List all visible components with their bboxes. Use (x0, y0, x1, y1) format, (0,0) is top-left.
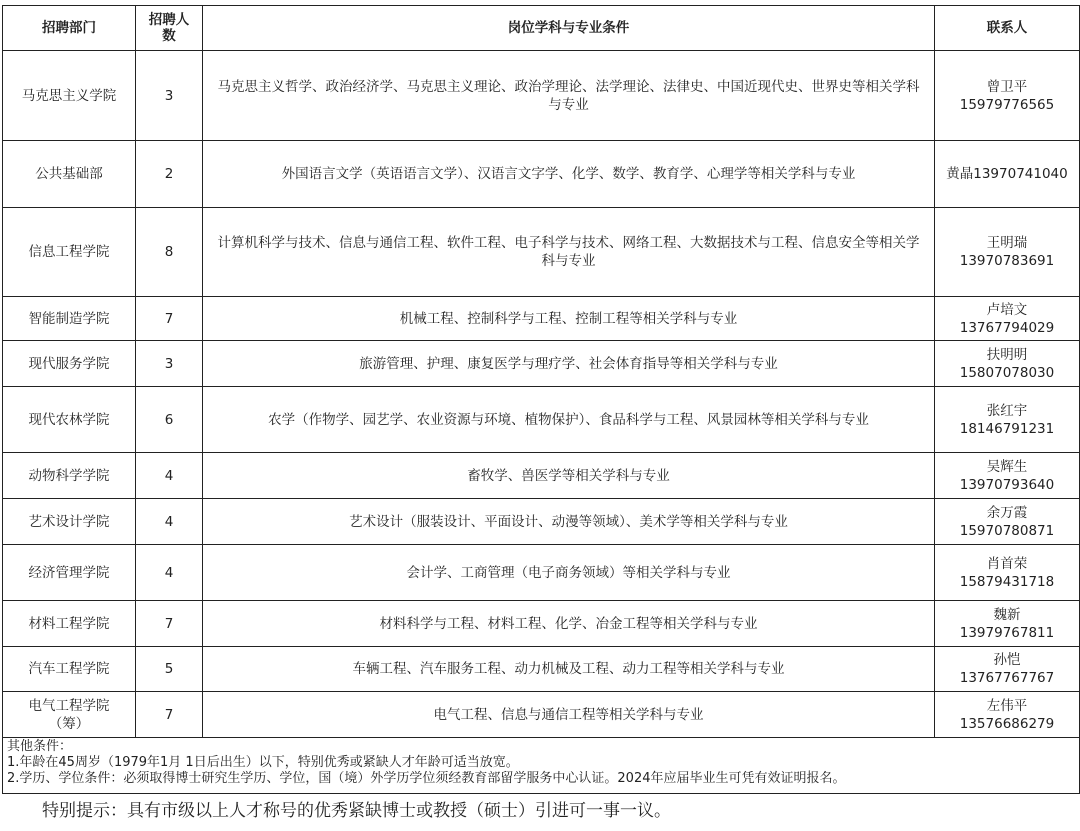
requirements-cell: 机械工程、控制科学与工程、控制工程等相关学科与专业 (203, 297, 935, 341)
requirements-cell: 马克思主义哲学、政治经济学、马克思主义理论、政治学理论、法学理论、法律史、中国近现代史、世界史等相关学科与专业 (203, 51, 935, 141)
other-conditions-row (3, 738, 1080, 794)
count-cell: 6 (136, 387, 203, 453)
dept-cell: 智能制造学院 (3, 297, 136, 341)
contact-phone: 13970741040 (973, 166, 1068, 182)
contact-cell (935, 453, 1080, 499)
contact-name: 魏新 (993, 606, 1021, 623)
table-row (3, 141, 1080, 208)
table-row (3, 545, 1080, 601)
contact-phone: 13970793640 (959, 476, 1055, 493)
contact-cell (935, 647, 1080, 692)
requirements-cell: 艺术设计（服装设计、平面设计、动漫等领域）、美术学等相关学科与专业 (203, 499, 935, 545)
table-row (3, 387, 1080, 453)
requirements-cell: 会计学、工商管理（电子商务领域）等相关学科与专业 (203, 545, 935, 601)
contact-phone: 18146791231 (959, 420, 1055, 437)
condition-item-1: 1.年龄在45周岁（1979年1月 1日后出生）以下，特别优秀或紧缺人才年龄可适当放宽。 (7, 755, 519, 770)
contact-cell (935, 341, 1080, 387)
dept-cell: 现代服务学院 (3, 341, 136, 387)
count-cell: 3 (136, 341, 203, 387)
dept-cell: 现代农林学院 (3, 387, 136, 453)
contact-cell (935, 692, 1080, 738)
count-cell: 2 (136, 141, 203, 208)
contact-phone: 15979776565 (959, 96, 1055, 113)
table-row (3, 647, 1080, 692)
dept-cell: 汽车工程学院 (3, 647, 136, 692)
table-row (3, 51, 1080, 141)
contact-phone: 13767794029 (959, 319, 1055, 336)
requirements-cell: 车辆工程、汽车服务工程、动力机械及工程、动力工程等相关学科与专业 (203, 647, 935, 692)
contact-phone: 13767767767 (959, 670, 1055, 686)
header-dept: 招聘部门 (3, 6, 136, 51)
table-row (3, 208, 1080, 297)
other-conditions (3, 738, 1080, 794)
contact-name: 左伟平 (986, 697, 1028, 714)
requirements-cell: 电气工程、信息与通信工程等相关学科与专业 (203, 692, 935, 738)
dept-cell: 艺术设计学院 (3, 499, 136, 545)
count-cell: 4 (136, 545, 203, 601)
contact-name: 卢培文 (986, 301, 1028, 318)
contact-cell (935, 499, 1080, 545)
dept-cell: 材料工程学院 (3, 601, 136, 647)
dept-cell: 电气工程学院（筹） (3, 692, 136, 738)
header-row (3, 6, 1080, 51)
header-count: 招聘人数 (136, 6, 203, 51)
contact-name: 曾卫平 (986, 78, 1028, 95)
requirements-cell: 外国语言文学（英语语言文学）、汉语言文字学、化学、数学、教育学、心理学等相关学科与专业 (203, 141, 935, 208)
contact-cell (935, 387, 1080, 453)
contact-phone: 13979767811 (959, 624, 1055, 641)
contact-phone: 15970780871 (959, 522, 1055, 539)
count-cell: 7 (136, 692, 203, 738)
contact-name: 黄晶 (946, 166, 974, 182)
table-row (3, 499, 1080, 545)
contact-phone: 15879431718 (959, 573, 1055, 590)
count-cell: 7 (136, 297, 203, 341)
contact-name: 王明瑞 (986, 235, 1028, 251)
count-cell: 4 (136, 499, 203, 545)
contact-name: 吴辉生 (986, 458, 1028, 475)
table-row (3, 601, 1080, 647)
table-row (3, 453, 1080, 499)
contact-name: 肖首荣 (986, 555, 1028, 572)
contact-phone: 15807078030 (959, 364, 1055, 381)
recruitment-table (2, 5, 1080, 794)
count-cell: 8 (136, 208, 203, 297)
dept-cell: 马克思主义学院 (3, 51, 136, 141)
count-cell: 4 (136, 453, 203, 499)
contact-phone: 13576686279 (959, 715, 1055, 732)
other-conditions-title: 其他条件： (7, 739, 73, 754)
contact-cell (935, 51, 1080, 141)
contact-cell (935, 297, 1080, 341)
contact-name: 扶明明 (986, 346, 1028, 363)
contact-cell (935, 141, 1080, 208)
dept-cell: 公共基础部 (3, 141, 136, 208)
dept-cell: 信息工程学院 (3, 208, 136, 297)
contact-cell (935, 208, 1080, 297)
requirements-cell: 农学（作物学、园艺学、农业资源与环境、植物保护）、食品科学与工程、风景园林等相关学科与专业 (203, 387, 935, 453)
count-cell: 5 (136, 647, 203, 692)
requirements-cell: 畜牧学、兽医学等相关学科与专业 (203, 453, 935, 499)
requirements-cell: 计算机科学与技术、信息与通信工程、软件工程、电子科学与技术、网络工程、大数据技术与工程、信息安全等相关学科与专业 (203, 208, 935, 297)
contact-phone: 13970783691 (959, 253, 1055, 269)
contact-name: 孙恺 (993, 652, 1021, 668)
contact-name: 张红宇 (986, 402, 1028, 419)
requirements-cell: 旅游管理、护理、康复医学与理疗学、社会体育指导等相关学科与专业 (203, 341, 935, 387)
contact-cell (935, 601, 1080, 647)
contact-cell (935, 545, 1080, 601)
table-row (3, 692, 1080, 738)
requirements-cell: 材料科学与工程、材料工程、化学、冶金工程等相关学科与专业 (203, 601, 935, 647)
count-cell: 3 (136, 51, 203, 141)
count-cell: 7 (136, 601, 203, 647)
condition-item-2: 2.学历、学位条件：必须取得博士研究生学历、学位，国（境）外学历学位须经教育部留学服务中心认证。2024年应届毕业生可凭有效证明报名。 (7, 771, 846, 786)
table-row (3, 297, 1080, 341)
special-note: 特别提示：具有市级以上人才称号的优秀紧缺博士或教授（硕士）引进可一事一议。 (42, 801, 671, 821)
contact-name: 余万霞 (986, 504, 1028, 521)
table-row (3, 341, 1080, 387)
header-contact: 联系人 (935, 6, 1080, 51)
dept-cell: 动物科学学院 (3, 453, 136, 499)
dept-cell: 经济管理学院 (3, 545, 136, 601)
header-requirements: 岗位学科与专业条件 (203, 6, 935, 51)
